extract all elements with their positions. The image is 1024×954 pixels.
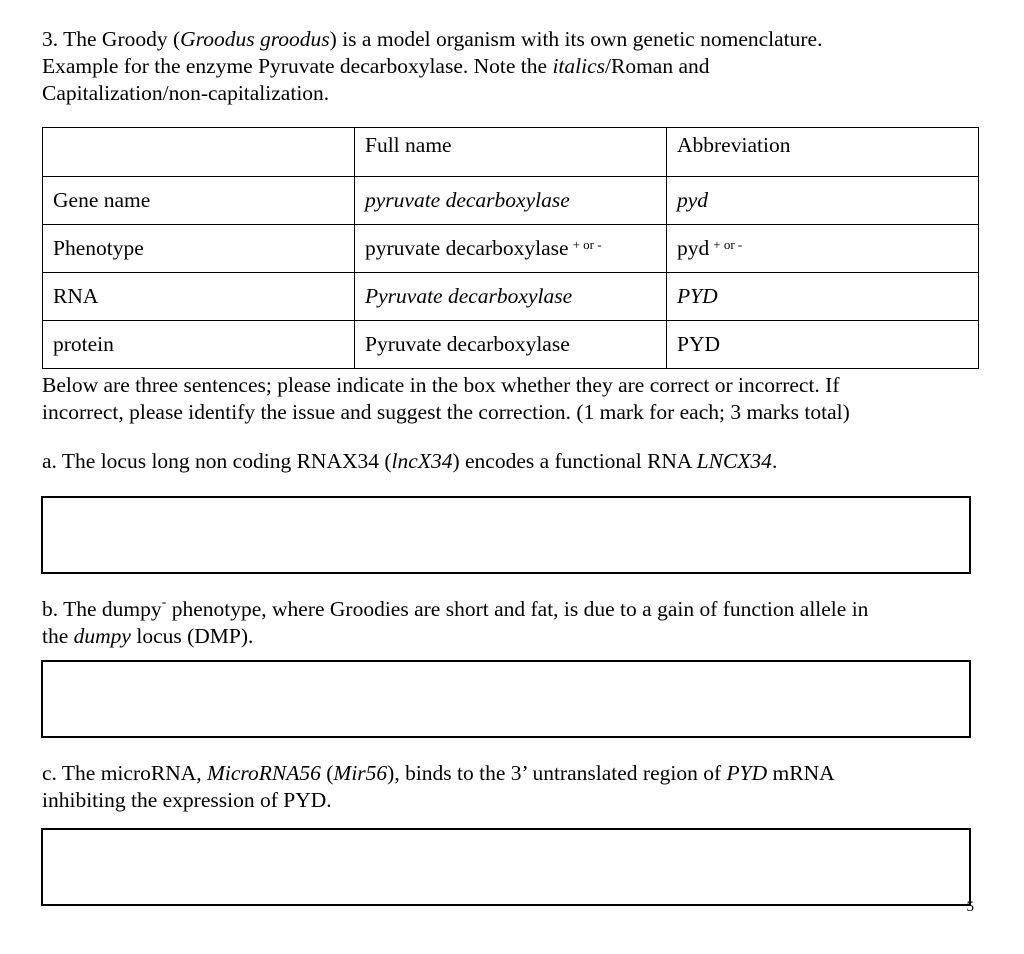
- instructions-line-1: Below are three sentences; please indicate in the box whether they are correct or incorrect. If: [42, 373, 840, 397]
- rna-abbreviation: [667, 273, 979, 321]
- question-b-line-2: [42, 623, 1002, 650]
- intro-line-2: [42, 53, 1002, 80]
- question-a: [42, 448, 1002, 475]
- question-c-line-1: [42, 760, 1002, 787]
- qb-text: b. The dumpy: [42, 597, 162, 622]
- qc-text: ), binds to the 3’ untranslated region of: [387, 761, 727, 785]
- qa-text: .: [771, 449, 778, 473]
- qb-italic: dumpy: [73, 624, 131, 649]
- row-label-gene-name: Gene name: [43, 177, 355, 225]
- qb-text: the: [42, 624, 74, 649]
- header-abbreviation: Abbreviation: [667, 128, 979, 177]
- qa-text: a. The locus long non coding RNAX34 (: [42, 449, 392, 473]
- question-a-text: [42, 448, 1002, 475]
- answer-box-b[interactable]: [41, 660, 971, 738]
- page-number: 5: [966, 899, 974, 915]
- qa-italic: LNCX34: [696, 449, 772, 473]
- minus-superscript: -: [161, 595, 167, 610]
- intro-text: ) is a model organism with its own genetic nomenclature.: [329, 27, 823, 51]
- phenotype-abbr-text: pyd: [677, 236, 710, 260]
- gene-abbreviation: [667, 177, 979, 225]
- instructions-line-2: incorrect, please identify the issue and suggest the correction. (1 mark for each; 3 marks total): [42, 400, 850, 424]
- table-header-row: [43, 128, 979, 177]
- intro-line-1: [42, 26, 1002, 53]
- nomenclature-table: [42, 127, 979, 369]
- header-full-name: Full name: [355, 128, 667, 177]
- qc-text: mRNA: [767, 761, 835, 785]
- qb-text: phenotype, where Groodies are short and fat, is due to a gain of function allele in: [166, 597, 869, 622]
- intro-line-3: Capitalization/non-capitalization.: [42, 81, 330, 105]
- intro-text: /Roman and: [605, 54, 710, 78]
- qb-text: locus (DMP).: [130, 624, 254, 649]
- question-intro: [42, 26, 1002, 107]
- phenotype-abbreviation: [667, 225, 979, 273]
- table-row: [43, 225, 979, 273]
- question-b-line-1: [42, 591, 1002, 623]
- table-row: [43, 273, 979, 321]
- instructions: [42, 372, 1002, 426]
- protein-abbreviation: PYD: [667, 321, 979, 369]
- protein-full-name: Pyruvate decarboxylase: [355, 321, 667, 369]
- qc-italic: MicroRNA56: [207, 761, 321, 785]
- row-label-protein: protein: [43, 321, 355, 369]
- rna-full-name: [355, 273, 667, 321]
- row-label-phenotype: Phenotype: [43, 225, 355, 273]
- qa-italic: lncX34: [391, 449, 453, 473]
- species-name: Groodus groodus: [180, 27, 330, 51]
- qa-text: ) encodes a functional RNA: [452, 449, 697, 473]
- qc-text: c. The microRNA,: [42, 761, 207, 785]
- intro-text: 3. The Groody (: [42, 27, 181, 51]
- gene-abbr-text: pyd: [677, 188, 709, 212]
- gene-full-text: pyruvate decarboxylase: [365, 188, 570, 212]
- qc-italic: Mir56: [333, 761, 388, 785]
- question-c: [42, 760, 1002, 814]
- table-row: [43, 321, 979, 369]
- rna-abbr-text: PYD: [677, 284, 718, 308]
- plus-minus-superscript: + or -: [713, 237, 743, 252]
- question-b: [42, 591, 1002, 650]
- italics-word: italics: [552, 54, 605, 78]
- row-label-rna: RNA: [43, 273, 355, 321]
- rna-full-text: Pyruvate decarboxylase: [365, 284, 573, 308]
- gene-full-name: [355, 177, 667, 225]
- table-row: [43, 177, 979, 225]
- question-c-line-2: inhibiting the expression of PYD.: [42, 788, 332, 812]
- phenotype-full-name: [355, 225, 667, 273]
- answer-box-c[interactable]: [41, 828, 971, 906]
- qc-text: (: [320, 761, 334, 785]
- header-cell-empty: [43, 128, 355, 177]
- plus-minus-superscript: + or -: [572, 237, 602, 252]
- answer-box-a[interactable]: [41, 496, 971, 574]
- phenotype-full-text: pyruvate decarboxylase: [365, 236, 569, 260]
- intro-text: Example for the enzyme Pyruvate decarboxylase. Note the: [42, 54, 553, 78]
- qc-italic: PYD: [726, 761, 768, 785]
